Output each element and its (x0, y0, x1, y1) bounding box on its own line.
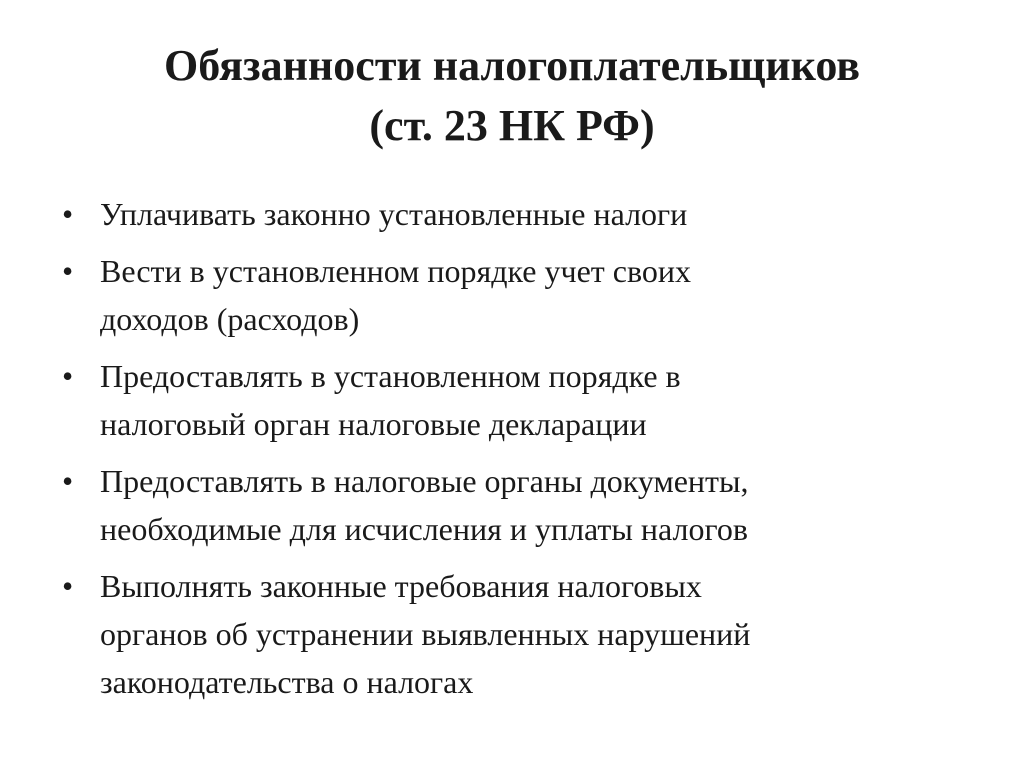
bullet-icon: • (62, 253, 74, 289)
bullet-text (100, 190, 992, 238)
bullet-item-4 (62, 457, 992, 553)
bullet-line: необходимые для исчисления и уплаты налогов (100, 511, 748, 547)
bullet-text (100, 562, 992, 706)
bullet-line: Предоставлять в налоговые органы документы, (100, 463, 749, 499)
bullet-icon: • (62, 463, 74, 499)
bullet-line: законодательства о налогах (100, 664, 474, 700)
bullet-text (100, 247, 992, 343)
bullet-icon: • (62, 568, 74, 604)
bullet-icon: • (62, 358, 74, 394)
bullet-line: Вести в установленном порядке учет своих (100, 253, 691, 289)
bullet-line: Выполнять законные требования налоговых (100, 568, 702, 604)
bullet-text (100, 352, 992, 448)
bullet-item-3 (62, 352, 992, 448)
bullet-line: Предоставлять в установленном порядке в (100, 358, 681, 394)
bullet-line: налоговый орган налоговые декларации (100, 406, 647, 442)
slide-title-line-1: Обязанности налогоплательщиков (163, 41, 861, 90)
bullet-list (62, 190, 992, 715)
bullet-text (100, 457, 992, 553)
bullet-item-1 (62, 190, 992, 238)
bullet-line: Уплачивать законно установленные налоги (100, 196, 688, 232)
bullet-item-5 (62, 562, 992, 706)
bullet-line: доходов (расходов) (100, 301, 360, 337)
slide-title-line-2: (ст. 23 НК РФ) (369, 101, 655, 150)
bullet-item-2 (62, 247, 992, 343)
bullet-line: органов об устранении выявленных нарушений (100, 616, 751, 652)
slide-title (0, 36, 1024, 156)
bullet-icon: • (62, 196, 74, 232)
